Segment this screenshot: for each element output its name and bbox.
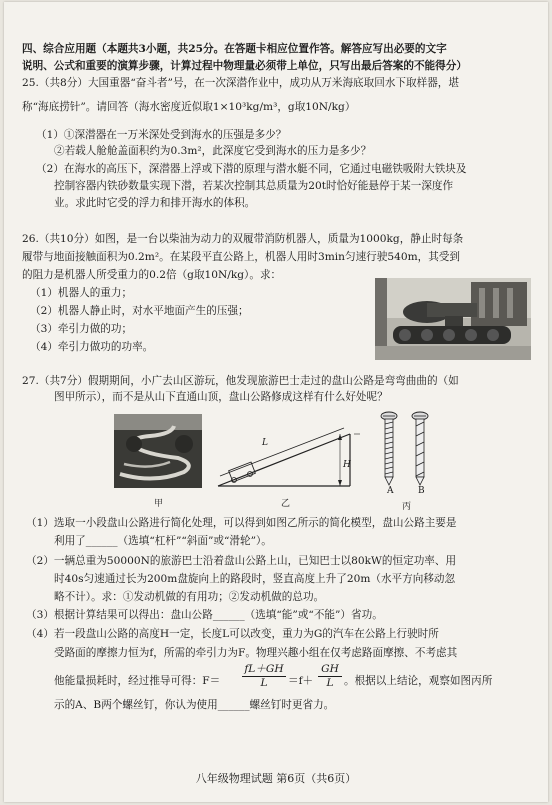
q27-formula-tail: 。根据以上结论，观察如图丙所 xyxy=(344,675,493,687)
q26-line7: （4）牵引力做功的功率。 xyxy=(30,341,154,353)
q27-line3: （1）选取一小段盘山公路进行简化处理，可以得到如图乙所示的简化模型，盘山公路主要是 xyxy=(26,517,457,529)
q27-line2: 图甲所示），而不是从山下直通山顶，盘山公路修成这样有什么好处呢？ xyxy=(54,391,388,403)
q27-formula-mid: ＝f＋ xyxy=(288,675,314,687)
screws-diagram xyxy=(376,410,436,490)
label-B: B xyxy=(418,486,425,496)
mountain-road-photo xyxy=(114,414,202,488)
screw-b-icon xyxy=(412,412,428,485)
q27-line10: 受路面的摩擦力恒为f，所需的牵引力为F。物理兴趣小组在仅考虑路面摩擦、不考虑其 xyxy=(54,647,458,659)
q26-line4: （1）机器人的重力； xyxy=(30,287,133,299)
label-H: H xyxy=(343,460,351,470)
q27-line12: 示的A、B两个螺丝钉，你认为使用______螺丝钉时更省力。 xyxy=(54,699,335,711)
q25-line2: 称“海底捞针”。请回答（海水密度近似取1×10³kg/m³，g取10N/kg） xyxy=(22,101,356,113)
fraction-1-numerator: fL＋GH xyxy=(242,663,286,677)
q27-formula-lead: 他能量损耗时，经过推导可得：F＝ xyxy=(54,675,221,687)
q27-line1: 27.（共7分）假期期间，小广去山区游玩，他发现旅游巴士走过的盘山公路是弯弯曲曲的（如 xyxy=(22,375,459,387)
q27-line7: 略不计）。求：①发动机做的有用功；②发动机做的总功。 xyxy=(54,591,325,603)
label-A: A xyxy=(387,486,394,496)
fraction-2 xyxy=(318,663,342,690)
figure-bing-caption: 丙 xyxy=(402,502,412,512)
figure-yi-caption: 乙 xyxy=(281,499,291,509)
section-header-line2: 说明、公式和重要的演算步骤，计算过程中物理量必须带上单位，只写出最后答案的不能得分） xyxy=(22,60,467,72)
q25-line6: 控制容器内铁砂数量实现下潜，若某次控制其总质量为20t时恰好能悬停于某一深度作 xyxy=(54,180,454,192)
incline-model-diagram xyxy=(212,416,362,494)
q27-line4: 利用了______（选填“杠杆”“斜面”或“滑轮”）。 xyxy=(54,535,272,547)
q26-line5: （2）机器人静止时，对水平地面产生的压强； xyxy=(30,305,249,317)
q25-line3: （1）①深潜器在一万米深处受到海水的压强是多少？ xyxy=(36,129,287,141)
figure-jia-caption: 甲 xyxy=(154,499,164,509)
fraction-2-numerator: GH xyxy=(318,663,342,677)
q27-line5: （2）一辆总重为50000N的旅游巴士沿着盘山公路上山，已知巴士以80kW的恒定功率、用 xyxy=(26,555,457,567)
q27-line9: （4）若一段盘山公路的高度H一定，长度L可以改变，重力为G的汽车在公路上行驶时所 xyxy=(26,628,439,640)
q26-line2: 履带与地面接触面积为0.2m²。在某段平直公路上，机器人用时3min匀速行驶540m，其受到 xyxy=(22,251,460,263)
screw-a-icon xyxy=(381,412,397,485)
q26-line6: （3）牵引力做的功； xyxy=(30,323,133,335)
q25-line1: 25.（共8分）大国重器“奋斗者”号，在一次深潜作业中，成功从万米海底取回水下取样器，堪 xyxy=(22,77,459,89)
fraction-1 xyxy=(242,663,286,690)
fire-robot-photo xyxy=(375,278,531,360)
q27-line6: 时40s匀速通过长为200m盘旋向上的路段时，竖直高度上升了20m（水平方向移动忽 xyxy=(54,573,456,585)
q25-line7: 业。求此时它受的浮力和排开海水的体积。 xyxy=(54,197,256,209)
label-L: L xyxy=(262,438,268,448)
page-footer: 八年级物理试题 第6页（共6页） xyxy=(195,772,357,785)
q25-line4: ②若载人舱舱盖面积约为0.3m²，此深度它受到海水的压力是多少？ xyxy=(54,145,372,157)
fraction-2-denominator: L xyxy=(326,677,334,689)
exam-page xyxy=(4,2,548,802)
q25-line5: （2）在海水的高压下，深潜器上浮或下潜的原理与潜水艇不同，它通过电磁铁吸附大铁块及 xyxy=(36,163,467,175)
q26-line1: 26.（共10分）如图，是一台以柴油为动力的双履带消防机器人，质量为1000kg，静止时每条 xyxy=(22,233,464,245)
fraction-1-denominator: L xyxy=(260,677,268,689)
q26-line3: 的阻力是机器人所受重力的0.2倍（g取10N/kg）。求： xyxy=(22,269,282,281)
section-header-line1: 四、综合应用题（本题共3小题，共25分。在答题卡相应位置作答。解答应写出必要的文字 xyxy=(22,43,447,55)
q27-line8: （3）根据计算结果可以得出：盘山公路______（选填“能”或“不能”）省功。 xyxy=(26,609,383,621)
